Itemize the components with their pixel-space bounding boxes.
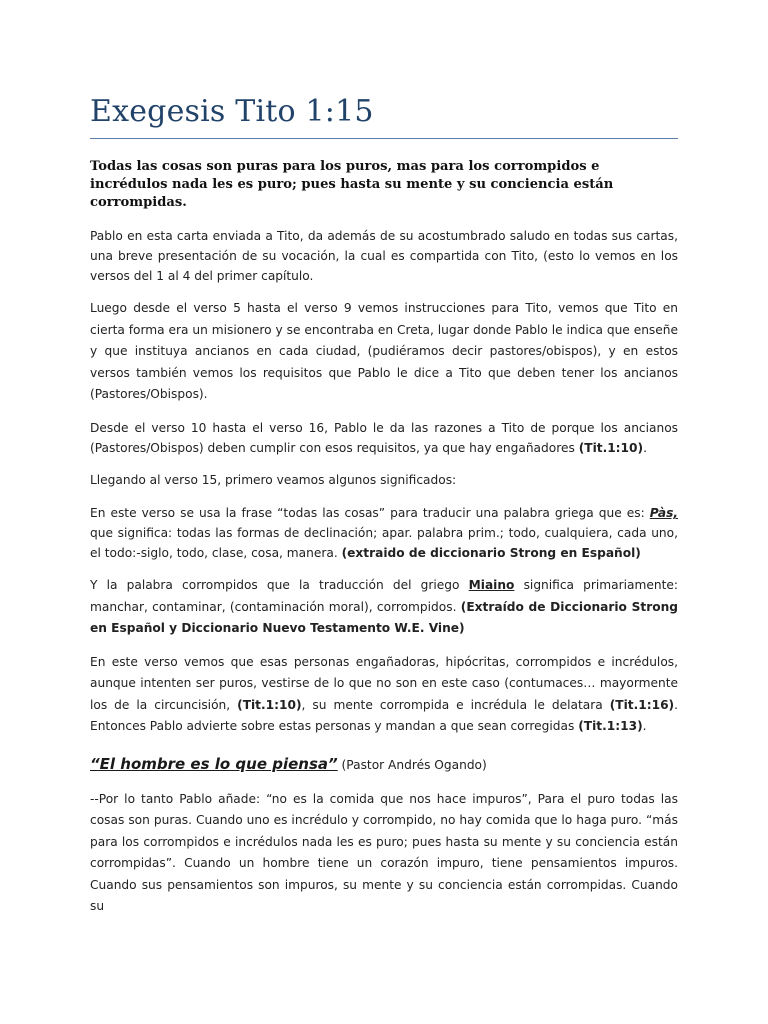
document-title: Exegesis Tito 1:15 — [90, 94, 374, 129]
reference-tit-1-16: (Tit.1:16) — [609, 697, 675, 712]
paragraph-4: Llegando al verso 15, primero veamos algunos significados: — [90, 472, 457, 487]
title-divider — [90, 138, 678, 139]
paragraph-5 — [90, 503, 678, 563]
reference-tit-1-10: (Tit.1:10) — [578, 440, 644, 455]
paragraph-5-text-a: En este verso se usa la frase “todas las cosas” para traducir una palabra griega que es: — [90, 506, 650, 520]
paragraph-7-end: . — [642, 719, 647, 733]
paragraph-8: --Por lo tanto Pablo añade: “no es la comida que nos hace impuros”, Para el puro todas las cosas son puras. Cuando uno es incrédulo y corrompido, no hay comida que lo haga puro. “más para los corrompidos e incrédulos nada les es puro; pues hasta su mente y su conciencia están corrompidas”. Cuando un hombre tiene un corazón impuro, tiene pensamientos impuros. Cuando sus pensamientos son impuros, su mente y su conciencia están corrompidas. Cuando su — [90, 791, 678, 913]
paragraph-5-text-b: que significa: todas las formas de declinación; apar. palabra prim.; todo, cualquiera, cada uno, el todo:-siglo, todo, clase, cosa, manera. — [90, 526, 678, 560]
greek-word-miaino: Miaino — [468, 578, 515, 592]
paragraph-7 — [90, 652, 678, 738]
document-body — [90, 158, 678, 930]
paragraph-3-text: Desde el verso 10 hasta el verso 16, Pablo le da las razones a Tito de porque los ancianos (Pastores/Obispos) deben cumplir con esos requisitos, ya que hay engañadores — [90, 420, 678, 455]
paragraph-6-text-a: Y la palabra corrompidos que la traducción del griego — [90, 578, 469, 592]
quote-heading — [90, 754, 678, 775]
paragraph-7-text-c: . Entonces Pablo advierte sobre estas personas y mandan a que sean corregidas — [90, 697, 678, 733]
source-strong: (extraido de diccionario Strong en Español) — [341, 546, 641, 560]
paragraph-2: Luego desde el verso 5 hasta el verso 9 vemos instrucciones para Tito, vemos que Tito en cierta forma era un misionero y se encontraba en Creta, lugar donde Pablo le indica que enseñe y que instituya ancianos en cada ciudad, (pudiéramos decir pastores/obispos), y en estos versos también vemos los requisitos que Pablo le dice a Tito que deben tener los ancianos (Pastores/Obispos). — [90, 301, 678, 401]
quote-author: (Pastor Andrés Ogando) — [337, 757, 487, 772]
paragraph-3-end: . — [643, 440, 647, 455]
paragraph-1: Pablo en esta carta enviada a Tito, da además de su acostumbrado saludo en todas sus cartas, una breve presentación de su vocación, la cual es compartida con Tito, (esto lo vemos en los versos del 1 al 4 del primer capítulo. — [90, 229, 678, 283]
paragraph-3 — [90, 418, 678, 458]
paragraph-7-text-b: , su mente corrompida e incrédula le delatara — [301, 697, 610, 712]
reference-tit-1-10-b: (Tit.1:10) — [237, 697, 302, 712]
paragraph-6 — [90, 575, 678, 640]
verse-lead: Todas las cosas son puras para los puros, mas para los corrompidos e incrédulos nada les es puro; pues hasta su mente y su conciencia están corrompidas. — [90, 159, 614, 210]
greek-word-pas: Pàs, — [649, 506, 678, 520]
source-strong-vine: (Extraído de Diccionario Strong en Español y Diccionario Nuevo Testamento W.E. Vine) — [90, 599, 678, 635]
paragraph-6-text-b: significa primariamente: manchar, contaminar, (contaminación moral), corrompidos. — [90, 578, 678, 614]
reference-tit-1-13: (Tit.1:13) — [578, 719, 643, 733]
paragraph-7-text-a: En este verso vemos que esas personas engañadoras, hipócritas, corrompidos e incrédulos, aunque intenten ser puros, vestirse de lo que no son en este caso (contumaces… mayormente los de la circuncisión, — [90, 654, 678, 712]
quote-text: “El hombre es lo que piensa” — [90, 754, 338, 773]
